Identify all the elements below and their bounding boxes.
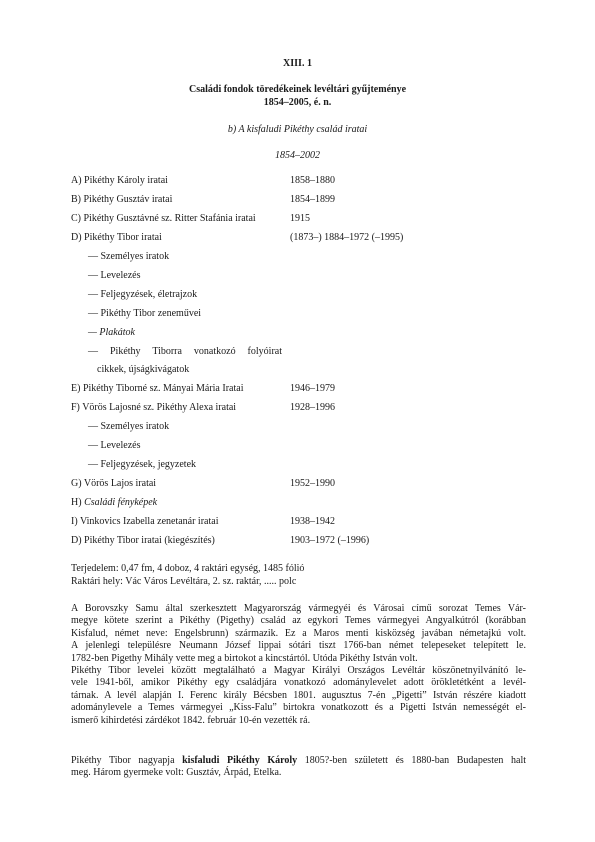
family-paragraph bbox=[71, 755, 526, 780]
storage-location: Raktári hely: Vác Város Levéltára, 2. sz. raktár, ..... polc bbox=[71, 576, 297, 587]
entry-i-dates: 1938–1942 bbox=[290, 516, 335, 527]
entry-d-sub-articles: — Pikéthy Tiborra vonatkozó folyóirat bbox=[88, 346, 282, 357]
entry-d-dates: (1873–) 1884–1972 (–1995) bbox=[290, 232, 404, 243]
fond-code: XIII. 1 bbox=[283, 58, 312, 69]
entry-b-dates: 1854–1899 bbox=[290, 194, 335, 205]
entry-f-sub-notes: — Feljegyzések, jegyzetek bbox=[88, 459, 197, 470]
history-line: tárnak. A levél alapján I. Ferenc király Bécsben 1801. augusztus 7-én „Pigetti” István részére kiadott bbox=[71, 689, 526, 701]
entry-d2-label: D) Pikéthy Tibor iratai (kiegészítés) bbox=[71, 535, 215, 546]
history-paragraph bbox=[71, 603, 526, 727]
history-line: A jelenlegi településre Neumann József lippai sótári tiszt 1766-ban német telepeseket telepített le. bbox=[71, 640, 526, 652]
entry-g-label: G) Vörös Lajos iratai bbox=[71, 478, 157, 489]
entry-g-dates: 1952–1990 bbox=[290, 478, 335, 489]
entry-f-sub-correspondence: — Levelezés bbox=[88, 440, 141, 451]
history-line: megye kötete szerint a Pikéthy (Pigethy) család az egykori Temes vármegyei Angyalkútról (korábban bbox=[71, 615, 526, 627]
history-line: Kisfalud, német neve: Engelsbrunn) származik. Ez a Maros menti kisközség javában németajkú volt. bbox=[71, 627, 526, 639]
entry-a-dates: 1858–1880 bbox=[290, 175, 335, 186]
entry-d-sub-posters: — Plakátok bbox=[88, 327, 135, 338]
history-line: Pikéthy Tibor levelei között megtalálható a Magyar Királyi Országos Levéltár köszönetnyilvánító le- bbox=[71, 665, 526, 677]
entry-d-label: D) Pikéthy Tibor iratai bbox=[71, 232, 162, 243]
entry-d-sub-notes: — Feljegyzések, életrajzok bbox=[88, 289, 198, 300]
sub-collection-dates: 1854–2002 bbox=[275, 150, 320, 161]
family-name-bold: kisfaludi Pikéthy Károly bbox=[182, 755, 298, 766]
family-line-2: meg. Három gyermeke volt: Gusztáv, Árpád, Etelka. bbox=[71, 767, 282, 779]
sub-collection-title: b) A kisfaludi Pikéthy család iratai bbox=[227, 124, 368, 135]
history-line: ismerő kihirdetési zárdékot 1842. február 10-én vezették rá. bbox=[71, 714, 311, 726]
entry-d-sub-correspondence: — Levelezés bbox=[88, 270, 141, 281]
entry-d2-dates: 1903–1972 (–1996) bbox=[290, 535, 370, 546]
entry-d-sub-articles-cont: cikkek, újságkivágatok bbox=[97, 364, 190, 375]
entry-f-sub-personal: — Személyes iratok bbox=[88, 421, 170, 432]
history-line: adománylevele a Temes vármegyei „Kiss-Falu” birtokra vonatkozott és a Pigetti István nemességét el- bbox=[71, 702, 526, 714]
entry-f-label: F) Vörös Lajosné sz. Pikéthy Alexa iratai bbox=[71, 402, 237, 413]
family-line-1 bbox=[71, 755, 526, 767]
entry-h-label: H) Családi fényképek bbox=[71, 497, 158, 508]
extent-text: Terjedelem: 0,47 fm, 4 doboz, 4 raktári egység, 1485 fólió bbox=[71, 563, 305, 574]
entry-c-label: C) Pikéthy Gusztávné sz. Ritter Stafánia iratai bbox=[71, 213, 256, 224]
entry-b-label: B) Pikéthy Gusztáv iratai bbox=[71, 194, 173, 205]
entry-d-sub-personal: — Személyes iratok bbox=[88, 251, 170, 262]
entry-e-dates: 1946–1979 bbox=[290, 383, 335, 394]
fond-title: Családi fondok töredékeinek levéltári gyűjteménye bbox=[188, 84, 407, 95]
family-text: 1805?-ben született és 1880-ban Budapesten halt bbox=[297, 755, 526, 766]
entry-c-dates: 1915 bbox=[290, 213, 310, 224]
entry-i-label: I) Vinkovics Izabella zenetanár iratai bbox=[71, 516, 219, 527]
entry-d-sub-compositions: — Pikéthy Tibor zeneművei bbox=[88, 308, 202, 319]
fond-date-range: 1854–2005, é. n. bbox=[263, 97, 332, 108]
entry-a-label: A) Pikéthy Károly iratai bbox=[71, 175, 168, 186]
entry-e-label: E) Pikéthy Tiborné sz. Mányai Mária Iratai bbox=[71, 383, 244, 394]
history-line: A Borovszky Samu által szerkesztett Magyarország vármegyéi és Városai című sorozat Temes Vár- bbox=[71, 603, 526, 614]
entry-f-dates: 1928–1996 bbox=[290, 402, 335, 413]
history-line: vele 1941-ből, amikor Pikéthy egy családjára vonatkozó adománylevelet adott örökletétként a levél- bbox=[71, 677, 526, 689]
history-line: 1782-ben Pigethy Mihály vette meg a birtokot a kincstártól. Utóda Pikéthy István volt. bbox=[71, 652, 418, 664]
family-text: Pikéthy Tibor nagyapja bbox=[71, 755, 183, 766]
